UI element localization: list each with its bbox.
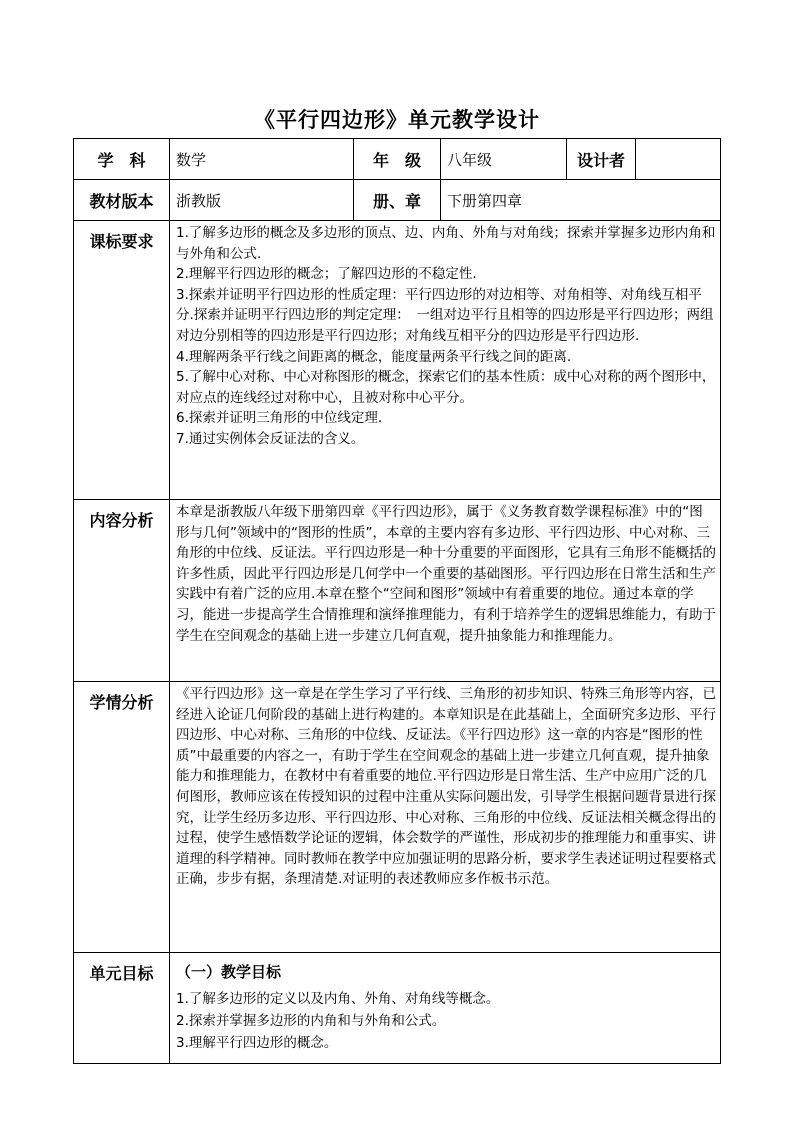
designer-value	[636, 139, 721, 180]
student-analysis-label: 学情分析	[74, 682, 170, 953]
goal-item: 3.理解平行四边形的概念。	[176, 1035, 338, 1051]
row-content-analysis	[74, 500, 721, 682]
row-subject	[74, 139, 721, 180]
page-title: 《平行四边形》单元教学设计	[254, 107, 540, 132]
goals-list	[170, 988, 720, 1054]
curriculum-content	[170, 221, 721, 500]
curriculum-item: 7.通过实例体会反证法的含义。	[176, 430, 365, 447]
content-analysis-text: 本章是浙教版八年级下册第四章《平行四边形》，属于《义务教育数学课程标准》中的“图形与几何”领域中的“图形的性质”，本章的主要内容有多边形、平行四边形、中心对称、三角形的中位线、反证法。平行四边形是一种十分重要的平面图形，它具有三角形不能概括的许多性质，因此平行四边形是几何学中一个重要的基础图形。平行四边形在日常生活和生产实践中有着广泛的应用.本章在整个“空间和图形”领域中有着重要的地位。通过本章的学习，能进一步提高学生合情推理和演绎推理能力，有利于培养学生的逻辑思维能力，有助于学生在空间观念的基础上进一步建立几何直观，提升抽象能力和推理能力。	[170, 500, 721, 682]
student-analysis-text: 《平行四边形》这一章是在学生学习了平行线、三角形的初步知识、特殊三角形等内容，已经进入论证几何阶段的基础上进行构建的。本章知识是在此基础上，全面研究多边形、平行四边形、中心对称、三角形的中位线、反证法。《平行四边形》这一章的内容是“图形的性质”中最重要的内容之一，有助于学生在空间观念的基础上进一步建立几何直观，提升抽象能力和推理能力，在教材中有着重要的地位.平行四边形是日常生活、生产中应用广泛的几何图形，教师应该在传授知识的过程中注重从实际问题出发，引导学生根据问题背景进行探究，让学生经历多边形、平行四边形、中心对称、三角形的中位线、反证法相关概念得出的过程，使学生感悟数学论证的逻辑，体会数学的严谨性，形成初步的推理能力和重事实、讲道理的科学精神。同时教师在教学中应加强证明的思路分析，要求学生表述证明过程要格式正确，步步有据，条理清楚.对证明的表述教师应多作板书示范。	[170, 682, 721, 953]
curriculum-item: 1.了解多边形的概念及多边形的顶点、边、内角、外角与对角线；探索并掌握多边形内角和与外角和公式.	[176, 225, 716, 262]
grade-label: 年 级	[354, 139, 441, 180]
curriculum-item: 6.探索并证明三角形的中位线定理.	[176, 410, 383, 427]
lesson-design-table	[73, 138, 721, 1064]
curriculum-item: 5.了解中心对称、中心对称图形的概念，探索它们的基本性质：成中心对称的两个图形中，对应点的连线经过对称中心，且被对称中心平分。	[176, 369, 716, 406]
chapter-label: 册、章	[354, 180, 441, 221]
teaching-goals-heading: （一）教学目标	[176, 963, 282, 981]
row-edition	[74, 180, 721, 221]
edition-label: 教材版本	[74, 180, 170, 221]
chapter-value: 下册第四章	[441, 180, 721, 221]
curriculum-item: 3.探索并证明平行四边形的性质定理：平行四边形的对边相等、对角相等、对角线互相平分.探索并证明平行四边形的判定定理： 一组对边平行且相等的四边形是平行四边形；两组对边分别相等的四边形是平行四边形；对角线互相平分的四边形是平行四边形.	[176, 286, 714, 344]
subject-value: 数学	[170, 139, 354, 180]
curriculum-item: 4.理解两条平行线之间距离的概念，能度量两条平行线之间的距离.	[176, 348, 572, 365]
goal-item: 1.了解多边形的定义以及内角、外角、对角线等概念。	[176, 991, 500, 1007]
edition-value: 浙教版	[170, 180, 354, 221]
curriculum-item: 2.理解平行四边形的概念；了解四边形的不稳定性.	[176, 266, 477, 283]
unit-goals-label: 单元目标	[74, 953, 170, 1064]
row-curriculum	[74, 221, 721, 500]
row-student-analysis	[74, 682, 721, 953]
subject-label: 学 科	[74, 139, 170, 180]
content-analysis-label: 内容分析	[74, 500, 170, 682]
curriculum-label: 课标要求	[74, 221, 170, 500]
grade-value: 八年级	[441, 139, 567, 180]
row-unit-goals	[74, 953, 721, 1064]
goal-item: 2.探索并掌握多边形的内角和与外角和公式。	[176, 1013, 446, 1029]
designer-label: 设计者	[567, 139, 636, 180]
unit-goals-content	[170, 953, 721, 1064]
